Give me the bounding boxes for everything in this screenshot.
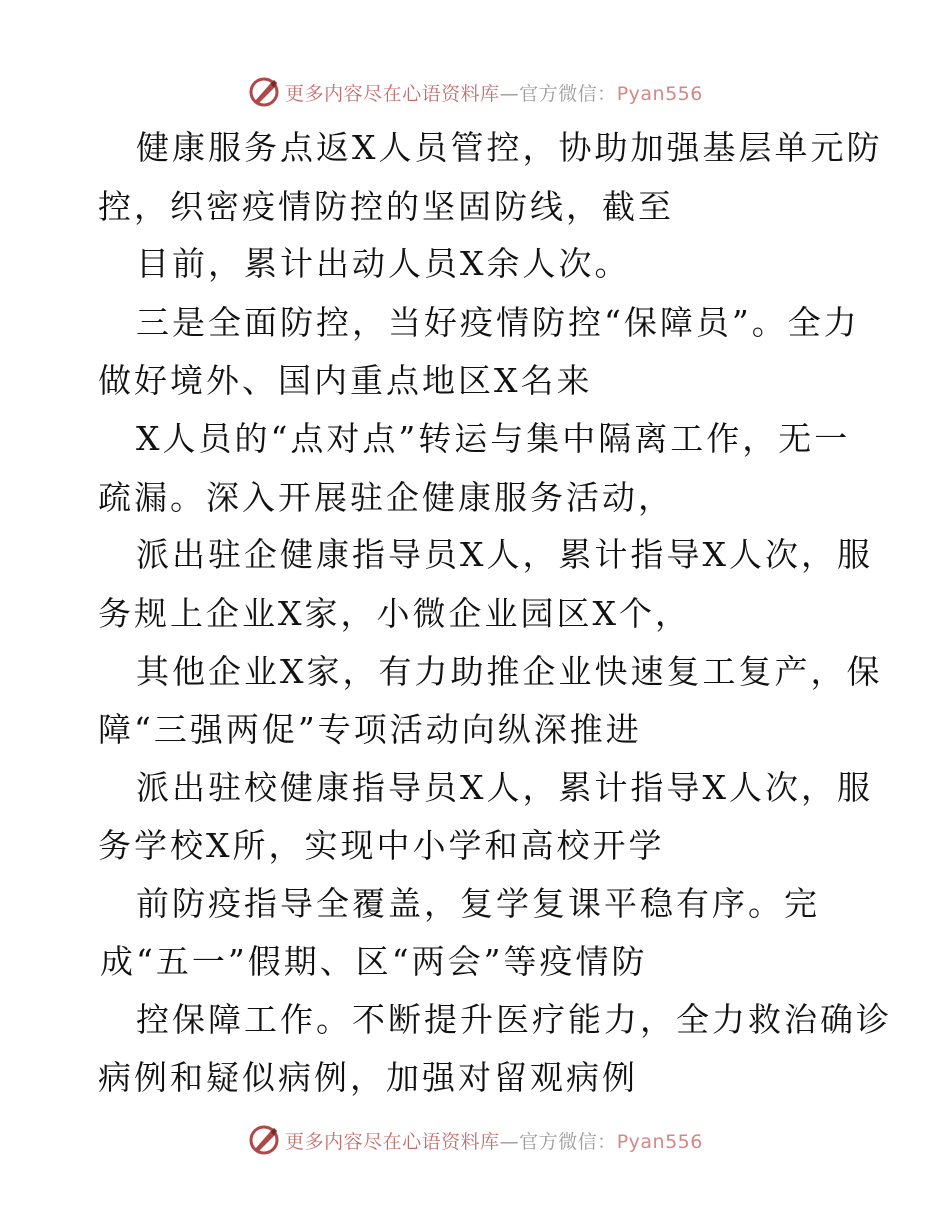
text-line: 务学校X所，实现中小学和高校开学 [98, 826, 665, 865]
logo-icon [247, 1123, 281, 1157]
footer-watermark [0, 1120, 950, 1160]
text-line: X人员的“点对点”转运与集中隔离工作，无一 [136, 419, 851, 458]
watermark-text [285, 79, 703, 106]
text-line: 成“五一”假期、区“两会”等疫情防 [100, 942, 648, 981]
text-line: 派出驻企健康指导员X人，累计指导X人次，服 [136, 535, 873, 574]
watermark-dash: — [499, 1130, 520, 1153]
text-line: 前防疫指导全覆盖，复学复课平稳有序。完 [136, 884, 820, 923]
watermark-brand: 更多内容尽在心语资料库 [285, 1130, 500, 1153]
logo-icon [247, 75, 281, 109]
watermark-brand: 更多内容尽在心语资料库 [285, 82, 500, 105]
text-line: 病例和疑似病例，加强对留观病例 [98, 1058, 638, 1097]
watermark-account: Pyan556 [616, 82, 703, 105]
text-line: 目前，累计出动人员X余人次。 [136, 244, 631, 283]
text-line: 控，织密疫情防控的坚固防线，截至 [98, 187, 674, 226]
watermark-account: Pyan556 [616, 1130, 703, 1153]
watermark-official: 官方微信： [519, 82, 617, 105]
watermark-text [285, 1127, 703, 1154]
text-line: 疏漏。深入开展驻企健康服务活动， [98, 478, 674, 517]
watermark-official: 官方微信： [519, 1130, 617, 1153]
text-line: 控保障工作。不断提升医疗能力，全力救治确诊 [136, 1000, 892, 1039]
text-line: 做好境外、国内重点地区X名来 [98, 361, 593, 400]
watermark-dash: — [499, 82, 520, 105]
text-line: 务规上企业X家，小微企业园区X个， [98, 594, 691, 633]
text-line: 三是全面防控，当好疫情防控“保障员”。全力 [136, 303, 860, 342]
text-line: 派出驻校健康指导员X人，累计指导X人次，服 [136, 768, 873, 807]
header-watermark [0, 72, 950, 112]
text-line: 其他企业X家，有力助推企业快速复工复产，保 [136, 652, 883, 691]
text-line: 障“三强两促”专项活动向纵深推进 [98, 710, 642, 749]
text-line: 健康服务点返X人员管控，协助加强基层单元防 [136, 128, 883, 167]
